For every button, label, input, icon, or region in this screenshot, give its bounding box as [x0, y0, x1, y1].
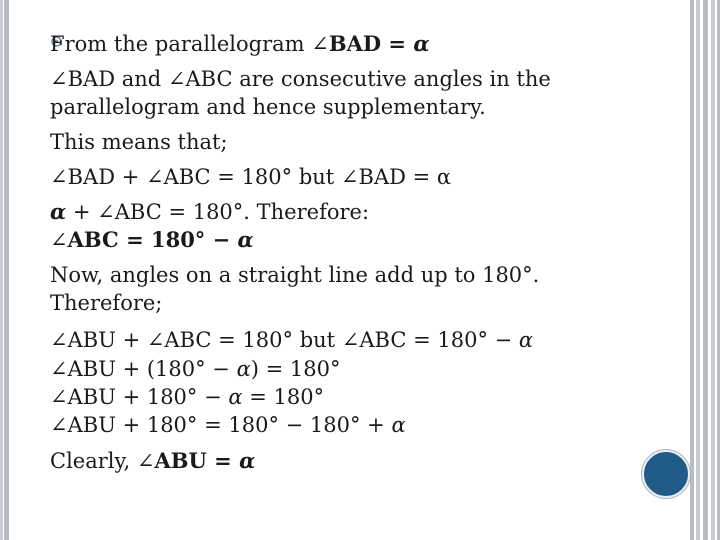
line-11-alpha: α [236, 357, 251, 381]
line-7-text: ∠ [50, 228, 68, 252]
line-8 [50, 262, 539, 288]
line-2-text: ∠BAD and ∠ABC are consecutive angles in the [50, 67, 551, 91]
line-6-text: + ∠ABC = 180°. Therefore: [66, 200, 370, 224]
line-8-text: Now, angles on a straight line add up to 180°. [50, 263, 540, 287]
line-1-bold: BAD = [328, 31, 414, 56]
line-5 [50, 164, 451, 190]
line-7-alpha: α [237, 227, 254, 252]
line-14-text: Clearly, ∠ [50, 449, 155, 473]
right-frame-border [690, 0, 720, 540]
line-12-alpha: α [228, 385, 243, 409]
line-10 [50, 327, 533, 353]
line-1-text: From the parallelogram ∠ [50, 32, 329, 56]
line-9 [50, 290, 162, 316]
line-2 [50, 66, 551, 92]
line-6-alpha: α [50, 199, 67, 224]
line-4 [50, 129, 228, 155]
line-5-text: ∠BAD + ∠ABC = 180° but ∠BAD = α [50, 165, 452, 189]
line-13 [50, 412, 406, 438]
decorative-circle [642, 450, 690, 498]
line-12-text: ∠ABU + 180° − [50, 385, 229, 409]
line-9-text: Therefore; [50, 291, 163, 315]
line-6 [50, 199, 369, 225]
line-3 [50, 94, 486, 120]
line-7-bold: ABC = 180° − [67, 227, 238, 252]
line-1 [50, 31, 430, 57]
line-10-text: ∠ABU + ∠ABC = 180° but ∠ABC = 180° − [50, 328, 519, 352]
line-11 [50, 356, 340, 382]
left-frame-border [0, 0, 9, 540]
line-4-text: This means that; [50, 130, 228, 154]
line-11-tail: ) = 180° [250, 357, 341, 381]
line-3-text: parallelogram and hence supplementary. [50, 95, 486, 119]
line-12 [50, 384, 324, 410]
line-14-alpha: α [239, 448, 256, 473]
line-13-text: ∠ABU + 180° = 180° − 180° + [50, 413, 392, 437]
line-7 [50, 227, 254, 253]
line-14 [50, 448, 255, 474]
line-14-bold: ABU = [154, 448, 240, 473]
line-12-tail: = 180° [242, 385, 325, 409]
line-1-alpha: α [413, 31, 430, 56]
line-13-alpha: α [391, 413, 406, 437]
line-11-text: ∠ABU + (180° − [50, 357, 237, 381]
line-10-alpha: α [518, 328, 534, 352]
